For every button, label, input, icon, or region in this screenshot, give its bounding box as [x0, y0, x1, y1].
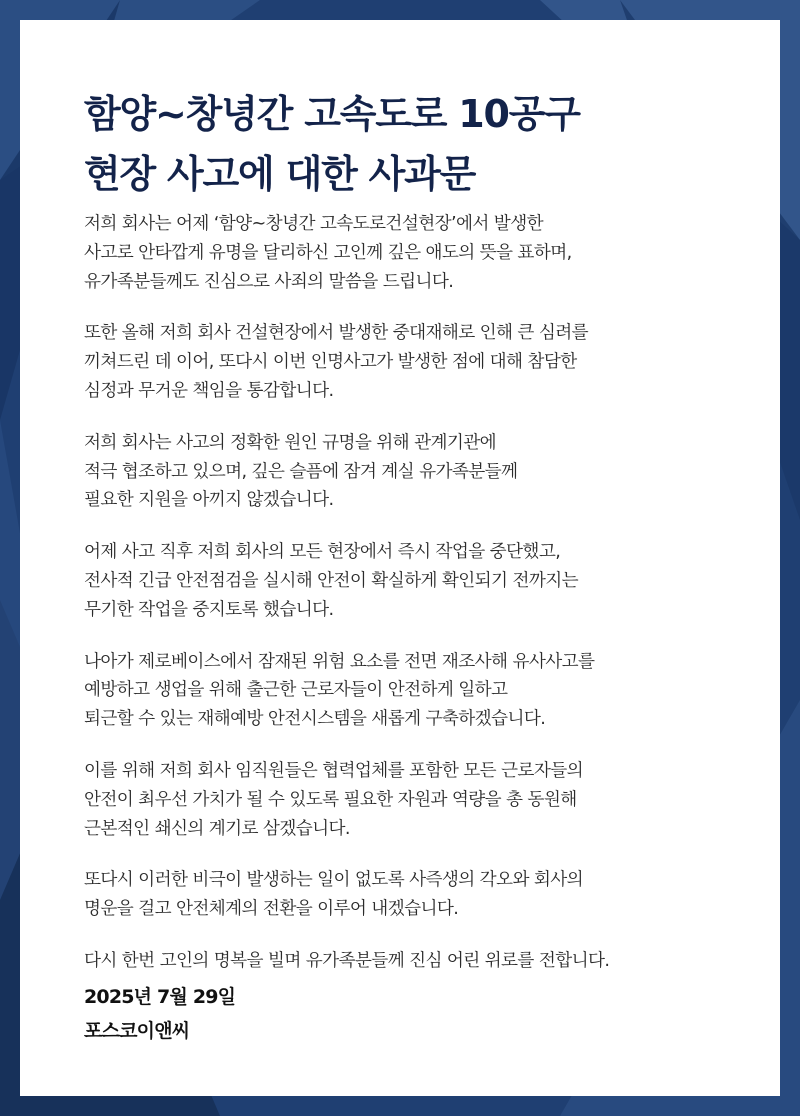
text-line: 예방하고 생업을 위해 출근한 근로자들이 안전하게 일하고	[84, 680, 508, 701]
text-line: 이를 위해 저희 회사 임직원들은 협력업체를 포함한 모든 근로자들의	[84, 760, 584, 781]
paragraph	[84, 866, 774, 924]
text-line: 사고로 안타깝게 유명을 달리하신 고인께 깊은 애도의 뜻을 표하며,	[84, 242, 572, 263]
text-line: 유가족분들께도 진심으로 사죄의 말씀을 드립니다.	[84, 271, 454, 292]
text-line: 전사적 긴급 안전점검을 실시해 안전이 확실하게 확인되기 전까지는	[84, 570, 579, 591]
paragraph	[84, 648, 774, 734]
text-line: 저희 회사는 어제 ‘함양~창녕간 고속도로건설현장’에서 발생한	[84, 214, 543, 234]
paragraph	[84, 947, 774, 976]
company-name: 포스코이앤씨	[84, 1020, 190, 1042]
text-line: 적극 협조하고 있으며, 깊은 슬픔에 잠겨 계실 유가족분들께	[84, 461, 518, 482]
text-line: 또한 올해 저희 회사 건설현장에서 발생한 중대재해로 인해 큰 심려를	[84, 323, 589, 344]
text-line: 나아가 제로베이스에서 잠재된 위험 요소를 전면 재조사해 유사사고를	[84, 651, 595, 672]
text-line: 퇴근할 수 있는 재해예방 안전시스템을 새롭게 구축하겠습니다.	[84, 709, 546, 730]
text-line: 어제 사고 직후 저희 회사의 모든 현장에서 즉시 작업을 중단했고,	[84, 542, 561, 563]
paragraph	[84, 538, 774, 624]
title-line: 함양~창녕간 고속도로 10공구	[84, 92, 580, 136]
paragraph	[84, 319, 774, 405]
statement-card	[20, 20, 780, 1096]
text-line: 명운을 걸고 안전체계의 전환을 이루어 내겠습니다.	[84, 899, 459, 920]
signature-block	[84, 980, 235, 1048]
paragraph	[84, 757, 774, 843]
text-line: 저희 회사는 사고의 정확한 원인 규명을 위해 관계기관에	[84, 432, 497, 453]
text-line: 필요한 지원을 아끼지 않겠습니다.	[84, 490, 334, 511]
text-line: 근본적인 쇄신의 계기로 삼겠습니다.	[84, 818, 350, 839]
text-line: 다시 한번 고인의 명복을 빌며 유가족분들께 진심 어린 위로를 전합니다.	[84, 950, 610, 971]
text-line: 무기한 작업을 중지토록 했습니다.	[84, 599, 334, 620]
statement-date: 2025년 7월 29일	[84, 986, 236, 1008]
text-line: 심정과 무거운 책임을 통감합니다.	[84, 380, 334, 401]
text-line: 안전이 최우선 가치가 될 수 있도록 필요한 자원과 역량을 총 동원해	[84, 789, 577, 810]
statement-body	[84, 210, 774, 999]
paragraph	[84, 210, 774, 296]
page-title	[84, 84, 764, 204]
text-line: 끼쳐드린 데 이어, 또다시 이번 인명사고가 발생한 점에 대해 참담한	[84, 352, 577, 373]
title-line: 현장 사고에 대한 사과문	[84, 152, 476, 196]
paragraph	[84, 429, 774, 515]
text-line: 또다시 이러한 비극이 발생하는 일이 없도록 사즉생의 각오와 회사의	[84, 870, 584, 891]
